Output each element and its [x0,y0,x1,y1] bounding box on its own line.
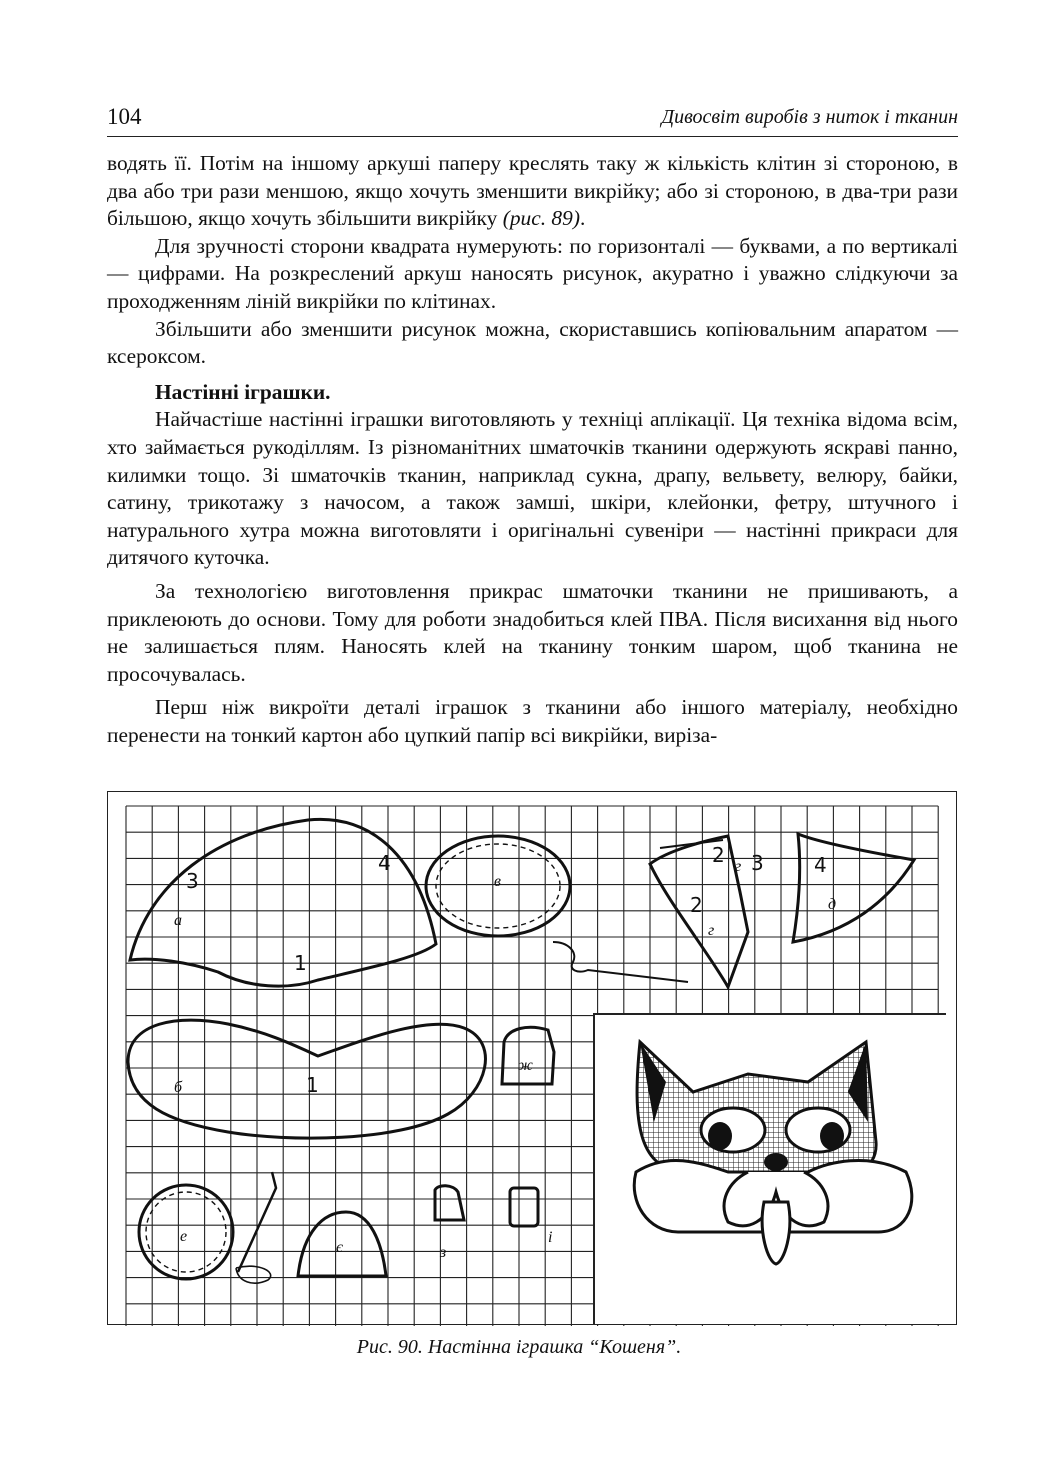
label-ye: є [336,1239,343,1256]
label-d: д [828,896,837,913]
label-b: б [174,1079,183,1096]
label-v: в [494,873,501,890]
page-number: 104 [107,104,142,129]
paragraph-1: водять її. Потім на іншому аркуші паперу креслять таку ж кількість клітин зі стороною, в два або три рази меншою, якщо хочуть зменшити викрійку; або зі стороною, в два-три рази більшою, якщо хочуть збільшити викрійку (рис. 89). [107,151,958,231]
body-text [107,150,958,749]
figure-90 [107,791,957,1325]
piece-zh-outline [502,1027,554,1084]
mark-1-top: 1 [294,951,307,975]
mark-2-top: 2 [712,843,725,867]
section-heading: Настінні іграшки. [155,379,331,404]
piece-z-outline [435,1186,464,1220]
mark-3-top: 3 [751,851,764,875]
label-a: а [174,912,182,929]
label-z: з [440,1244,447,1261]
paragraph-2: Для зручності сторони квадрата нумерують: по горизонталі — буквами, а по вертикалі — цифрами. На розкреслений аркуш наносять рисунок, акуратно і уважно слідкуючи за проходженням ліній викрійки по клітинах. [107,233,958,313]
label-zh: ж [518,1057,533,1074]
mark-3: 3 [186,869,199,893]
mark-2: 2 [690,893,703,917]
page-header [107,104,958,137]
running-title: Дивосвіт виробів з ниток і тканин [661,106,958,128]
piece-i-outline [510,1188,538,1226]
paragraph-6: Перш ніж викроїти деталі іграшок з тканини або іншого матеріалу, необхідно перенести на тонкий картон або цупкий папір всі викрійки, виріза- [107,695,958,747]
mark-4-top: 4 [814,853,827,877]
figure-reference: (рис. 89) [502,206,580,231]
label-h-top: г [735,858,742,875]
piece-d-outline [793,834,914,942]
label-h: г [708,922,715,939]
label-e: е [180,1228,188,1245]
pattern-illustration [108,792,958,1326]
label-i: і [548,1229,553,1246]
paragraph-5: За технологією виготовлення прикрас шматочки тканини не пришивають, а приклеюють до основи. Тому для роботи знадобиться клей ПВА. Після висихання від нього не залишається плям. Наносять клей на тканину тонким шаром, щоб тканина не просочувалась. [107,578,958,686]
mark-4: 4 [378,851,391,875]
mark-1-bottom: 1 [306,1073,319,1097]
figure-caption: Рис. 90. Настінна іграшка “Кошеня”. [356,1336,682,1358]
paragraph-3: Збільшити або зменшити рисунок можна, скориставшись копіювальним апаратом — ксероксом. [107,316,958,369]
paragraph-4: Найчастіше настінні іграшки виготовляють у техніці аплікації. Ця техніка відома всім, хто займається рукоділлям. Із різноманітних шматочків тканини одержують яскраві панно, килимки тощо. Зі шматочків тканин, наприклад сукна, драпу, вельвету, велюру, байки, сатину, трикотажу з начосом, а також замші, шкіри, клейонки, фетру, штучного і натурального хутра можна виготовляти і оригінальні сувеніри — настінні прикраси для дитячого куточка. [107,407,958,570]
